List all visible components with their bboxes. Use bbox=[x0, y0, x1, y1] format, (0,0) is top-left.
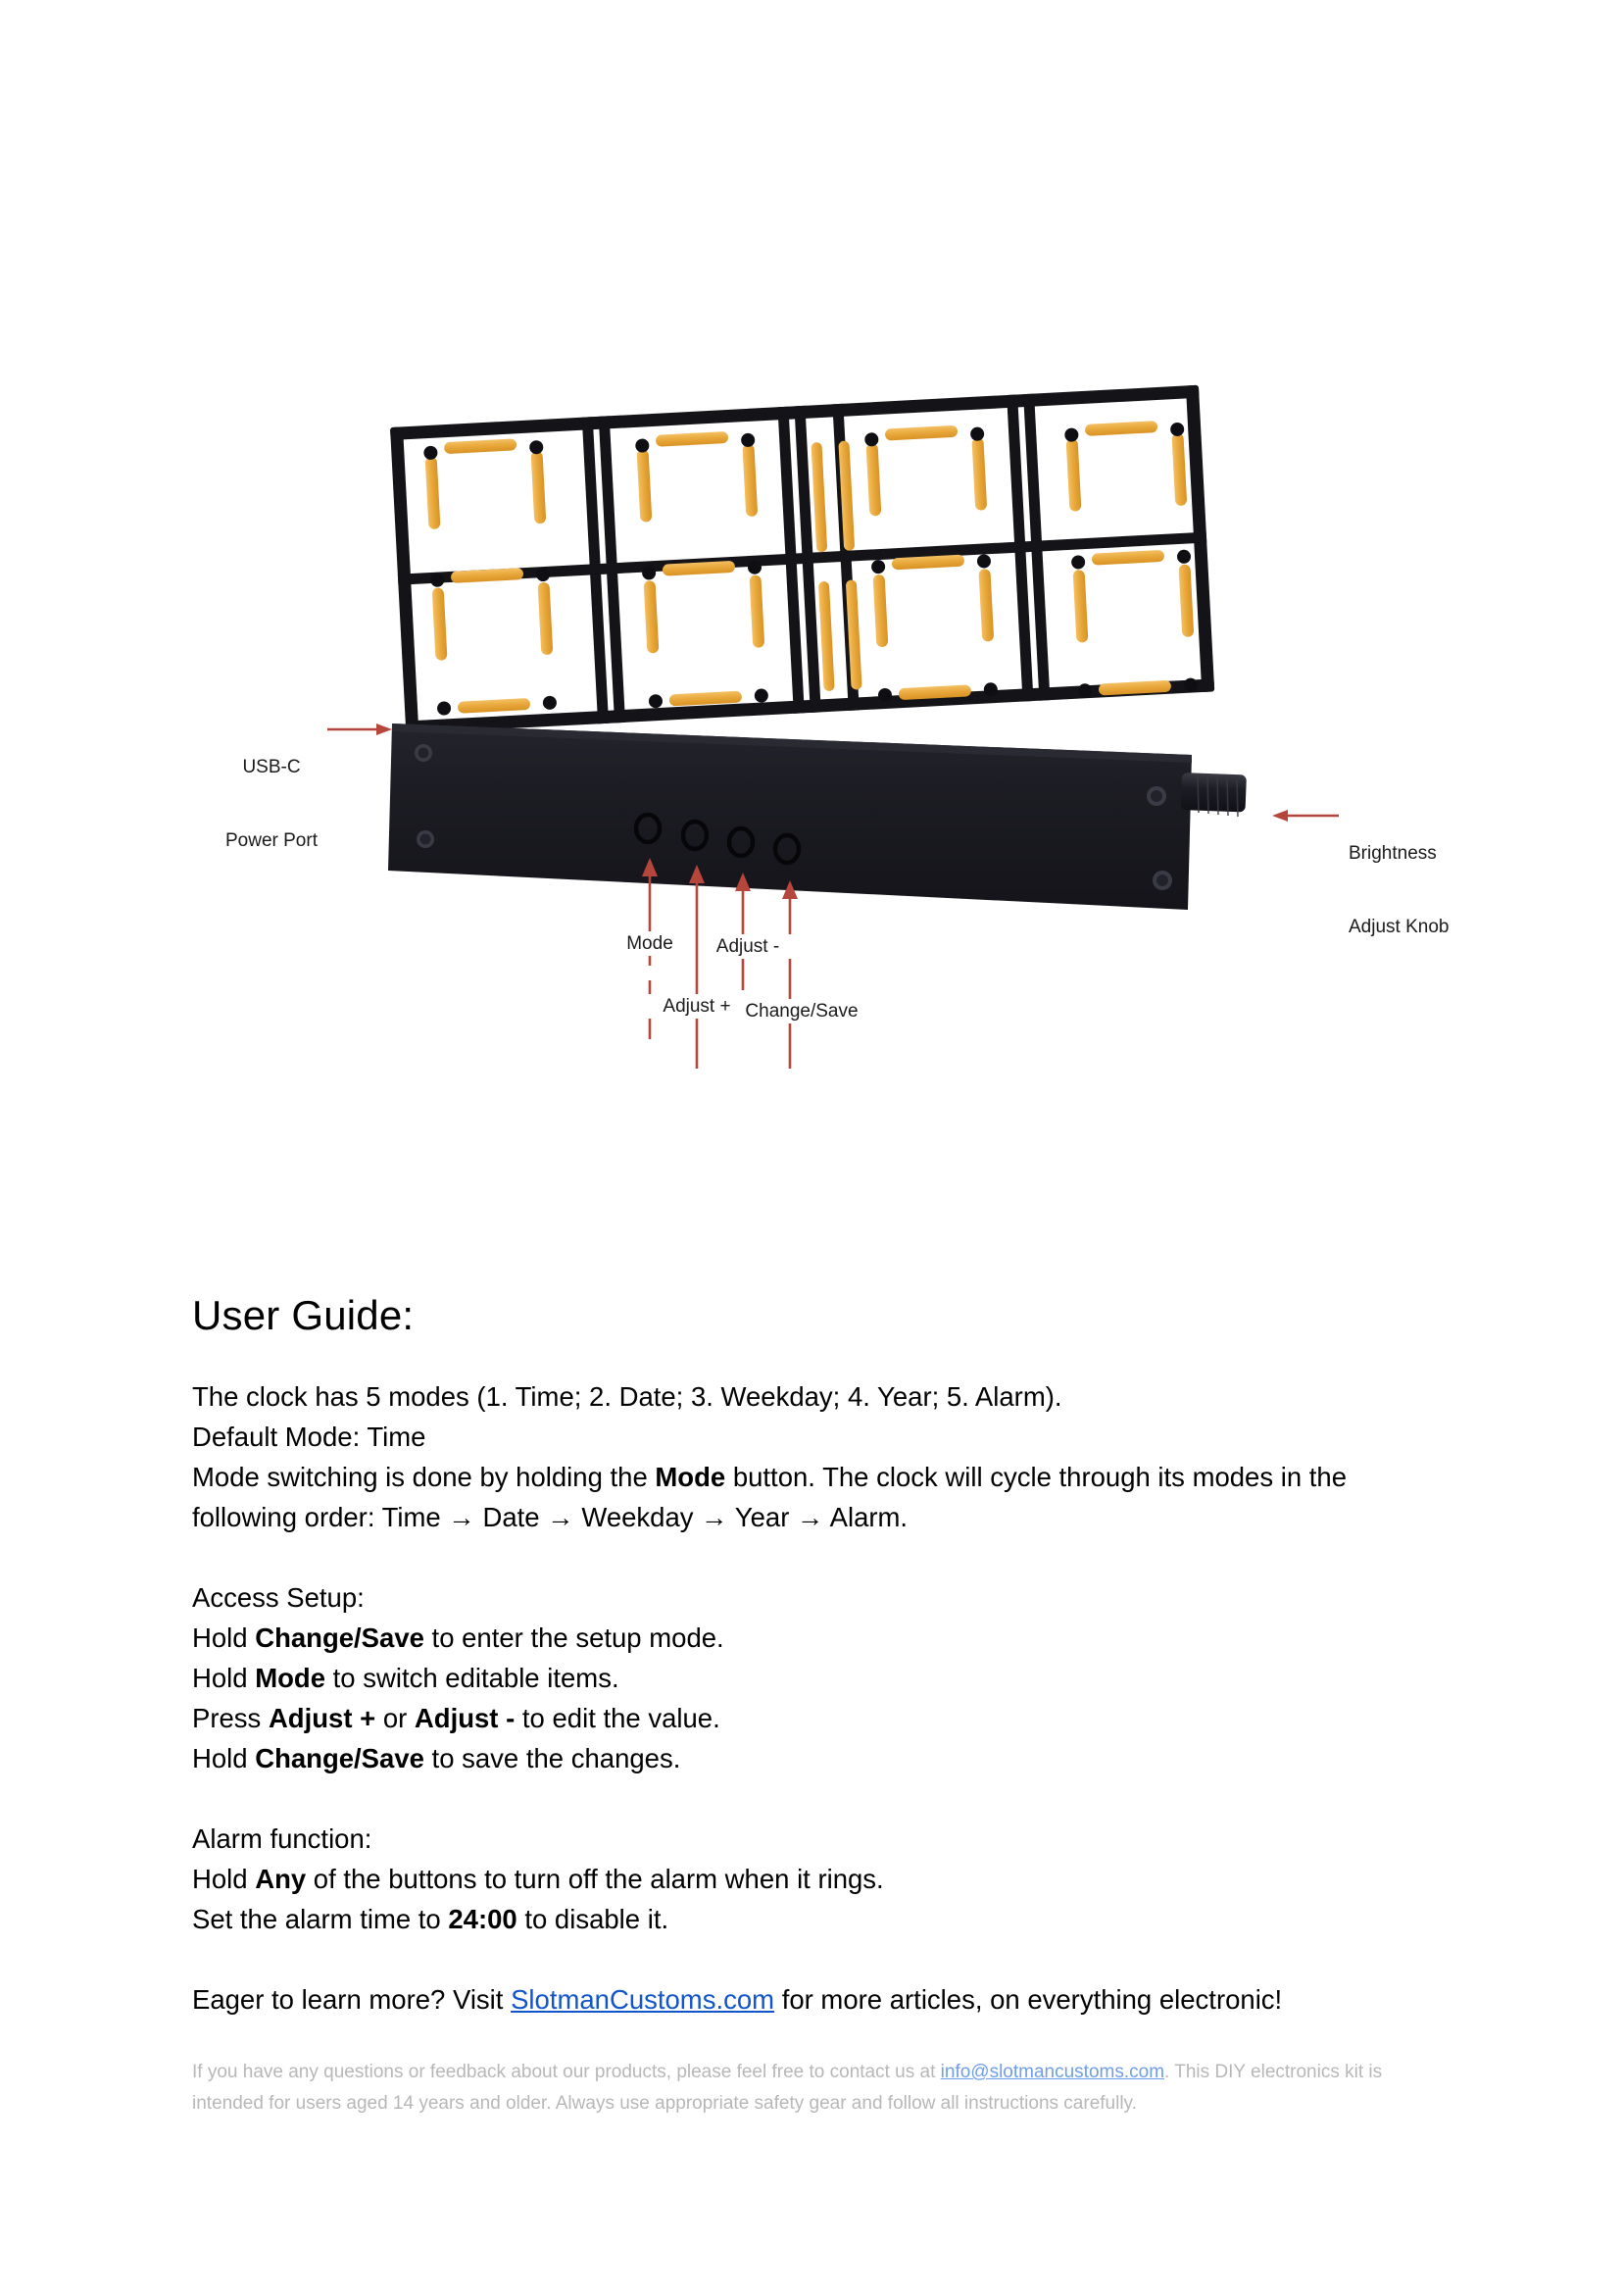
display-digit-3 bbox=[864, 424, 998, 702]
cta-paragraph bbox=[192, 1979, 1456, 2020]
callout-adjust-plus: Adjust + bbox=[647, 994, 747, 1019]
arrow-change-save bbox=[782, 880, 798, 1069]
intro-line1: The clock has 5 modes (1. Time; 2. Date; 3. Weekday; 4. Year; 5. Alarm). bbox=[192, 1381, 1062, 1412]
spacer-1 bbox=[192, 1537, 1456, 1577]
setup-l2c: to switch editable items. bbox=[325, 1663, 619, 1693]
alarm-l1c: of the buttons to turn off the alarm when it rings. bbox=[306, 1864, 884, 1894]
cta-suffix: for more articles, on everything electronic! bbox=[774, 1984, 1283, 2015]
product-photo bbox=[0, 0, 1623, 1127]
cta-prefix: Eager to learn more? Visit bbox=[192, 1984, 512, 2015]
setup-l2-bold: Mode bbox=[255, 1663, 326, 1693]
spacer-3 bbox=[192, 1939, 1456, 1979]
callout-change-save: Change/Save bbox=[733, 999, 870, 1023]
footer-disclaimer bbox=[192, 2057, 1427, 2120]
slotmancustoms-link[interactable]: SlotmanCustoms.com bbox=[511, 1984, 775, 2015]
callout-brightness-line2: Adjust Knob bbox=[1349, 917, 1450, 937]
intro-line3-suffix: button. The clock will cycle through its modes in the following order: Time → Date → Weekday → Year → Alarm. bbox=[192, 1462, 1348, 1532]
alarm-heading: Alarm function: bbox=[192, 1823, 372, 1854]
intro-mode-bold: Mode bbox=[655, 1462, 726, 1492]
alarm-l2c: to disable it. bbox=[516, 1904, 669, 1934]
setup-l3-bold1: Adjust + bbox=[268, 1703, 376, 1733]
arrow-adjust-plus bbox=[689, 865, 705, 1069]
setup-l3e: to edit the value. bbox=[515, 1703, 720, 1733]
setup-l2a: Hold bbox=[192, 1663, 256, 1693]
callout-mode: Mode bbox=[606, 931, 694, 956]
display-digit-4 bbox=[1064, 420, 1198, 698]
footer-prefix: If you have any questions or feedback about our products, please feel free to contact us at bbox=[192, 2062, 941, 2082]
support-email-link[interactable]: info@slotmancustoms.com bbox=[940, 2062, 1165, 2082]
callout-usb-c-power-port bbox=[218, 706, 325, 902]
alarm-any-bold: Any bbox=[255, 1864, 307, 1894]
setup-l1a: Hold bbox=[192, 1622, 256, 1653]
clock-base bbox=[388, 724, 1247, 910]
alarm-paragraph bbox=[192, 1819, 1456, 1939]
arrow-adjust-minus bbox=[735, 873, 751, 990]
intro-line2: Default Mode: Time bbox=[192, 1422, 426, 1452]
page-title: User Guide: bbox=[192, 1292, 415, 1338]
footer-period: . bbox=[1164, 2062, 1170, 2082]
callout-adjust-minus: Adjust - bbox=[700, 934, 796, 959]
display-frame bbox=[390, 385, 1214, 734]
arrow-usb-c bbox=[327, 724, 392, 735]
setup-l1c: to enter the setup mode. bbox=[423, 1622, 724, 1653]
setup-l4c: to save the changes. bbox=[423, 1743, 681, 1773]
setup-heading: Access Setup: bbox=[192, 1582, 365, 1613]
setup-l4a: Hold bbox=[192, 1743, 256, 1773]
brightness-knob bbox=[1181, 773, 1247, 817]
callout-usb-c-line1: USB-C bbox=[242, 757, 301, 777]
setup-l3-bold2: Adjust - bbox=[414, 1703, 516, 1733]
callout-brightness-line1: Brightness bbox=[1349, 843, 1437, 864]
footer-line2: This DIY electronics kit is intended for users aged 14 years and older. Always use appropriate safety gear and follow all instructions carefully. bbox=[192, 2062, 1383, 2114]
intro-line3-prefix: Mode switching is done by holding the bbox=[192, 1462, 656, 1492]
spacer-2 bbox=[192, 1778, 1456, 1819]
intro-paragraph bbox=[192, 1376, 1456, 1537]
alarm-l1a: Hold bbox=[192, 1864, 256, 1894]
access-setup-paragraph bbox=[192, 1577, 1456, 1778]
setup-l4-bold: Change/Save bbox=[255, 1743, 424, 1773]
alarm-time-bold: 24:00 bbox=[448, 1904, 517, 1934]
callout-usb-c-line2: Power Port bbox=[225, 830, 318, 851]
callout-brightness-adjust-knob bbox=[1349, 792, 1505, 988]
setup-l3a: Press bbox=[192, 1703, 269, 1733]
setup-l1-bold: Change/Save bbox=[255, 1622, 424, 1653]
alarm-l2a: Set the alarm time to bbox=[192, 1904, 449, 1934]
user-guide-body bbox=[192, 1292, 1456, 2020]
setup-l3c: or bbox=[375, 1703, 415, 1733]
arrow-brightness bbox=[1272, 810, 1339, 822]
